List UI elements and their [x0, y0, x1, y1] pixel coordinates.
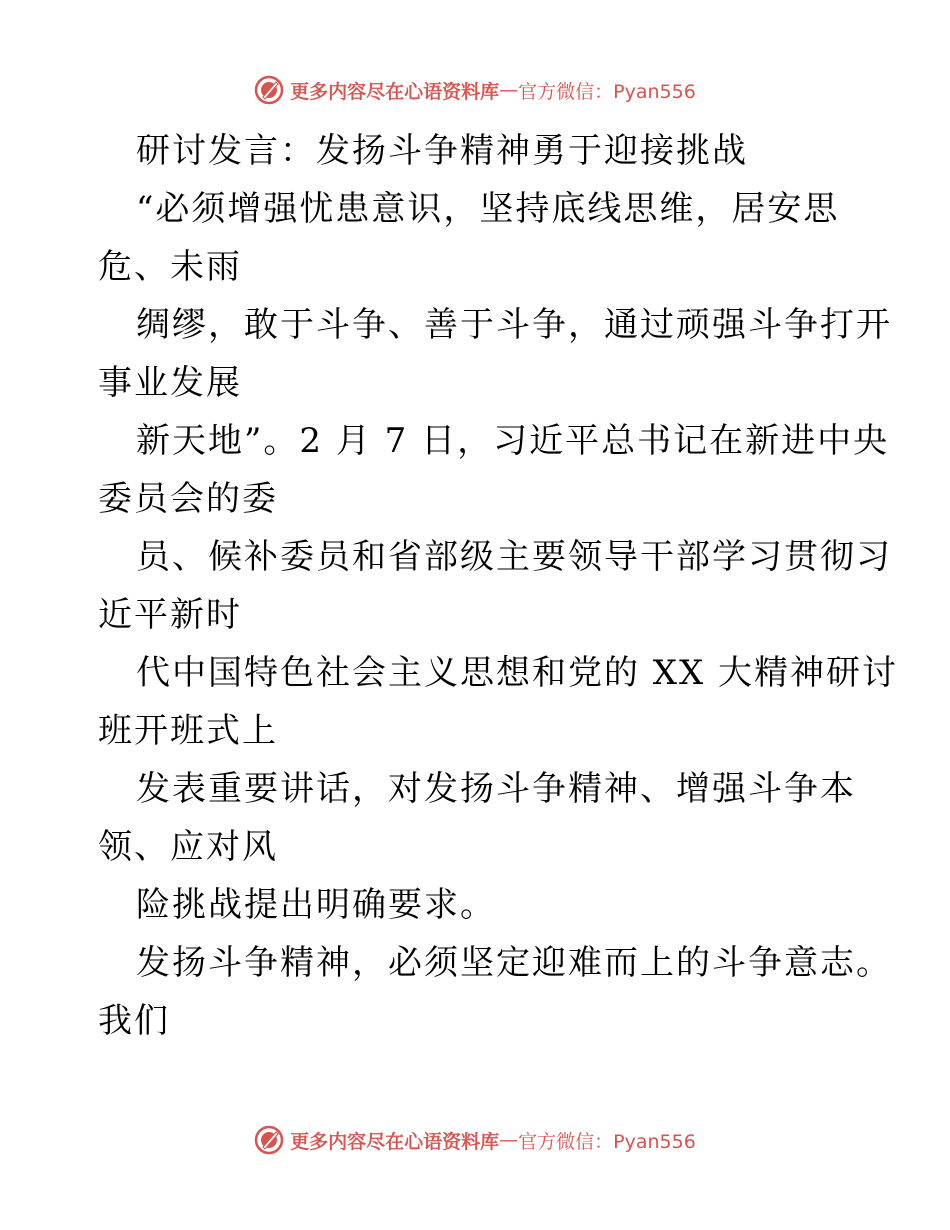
text-line: “必须增强忧患意识，坚持底线思维，居安思	[136, 189, 840, 229]
text-line: 代中国特色社会主义思想和党的 XX 大精神研讨	[136, 653, 899, 693]
text-line: 绸缪，敢于斗争、善于斗争，通过顽强斗争打开	[136, 305, 892, 345]
text-line: 班开班式上	[98, 711, 278, 751]
document-body	[98, 122, 899, 1050]
text-line: 发扬斗争精神，必须坚定迎难而上的斗争意志。	[136, 943, 892, 983]
text-line: 危、未雨	[98, 247, 242, 287]
text-line: 事业发展	[98, 363, 242, 403]
text-line: 险挑战提出明确要求。	[136, 885, 496, 925]
watermark-text: 更多内容尽在心语资料库	[290, 80, 500, 103]
watermark-account: 官方微信：Pyan556	[518, 1130, 696, 1153]
text-line: 研讨发言：发扬斗争精神勇于迎接挑战	[136, 131, 748, 171]
footer-watermark	[0, 1120, 950, 1160]
text-line: 领、应对风	[98, 827, 278, 867]
watermark-separator: —	[499, 79, 519, 101]
text-line: 新天地”。2 月 7 日，习近平总书记在新进中央	[136, 421, 890, 461]
text-line: 我们	[98, 1001, 170, 1041]
header-watermark	[0, 70, 950, 110]
text-line: 委员会的委	[98, 479, 278, 519]
watermark-separator: —	[499, 1129, 519, 1151]
text-line: 近平新时	[98, 595, 242, 635]
pen-seal-icon	[254, 1125, 284, 1155]
watermark-account: 官方微信：Pyan556	[518, 80, 696, 103]
text-line: 员、候补委员和省部级主要领导干部学习贯彻习	[136, 537, 892, 577]
pen-seal-icon	[254, 75, 284, 105]
text-line: 发表重要讲话，对发扬斗争精神、增强斗争本	[136, 769, 856, 809]
watermark-text: 更多内容尽在心语资料库	[290, 1130, 500, 1153]
